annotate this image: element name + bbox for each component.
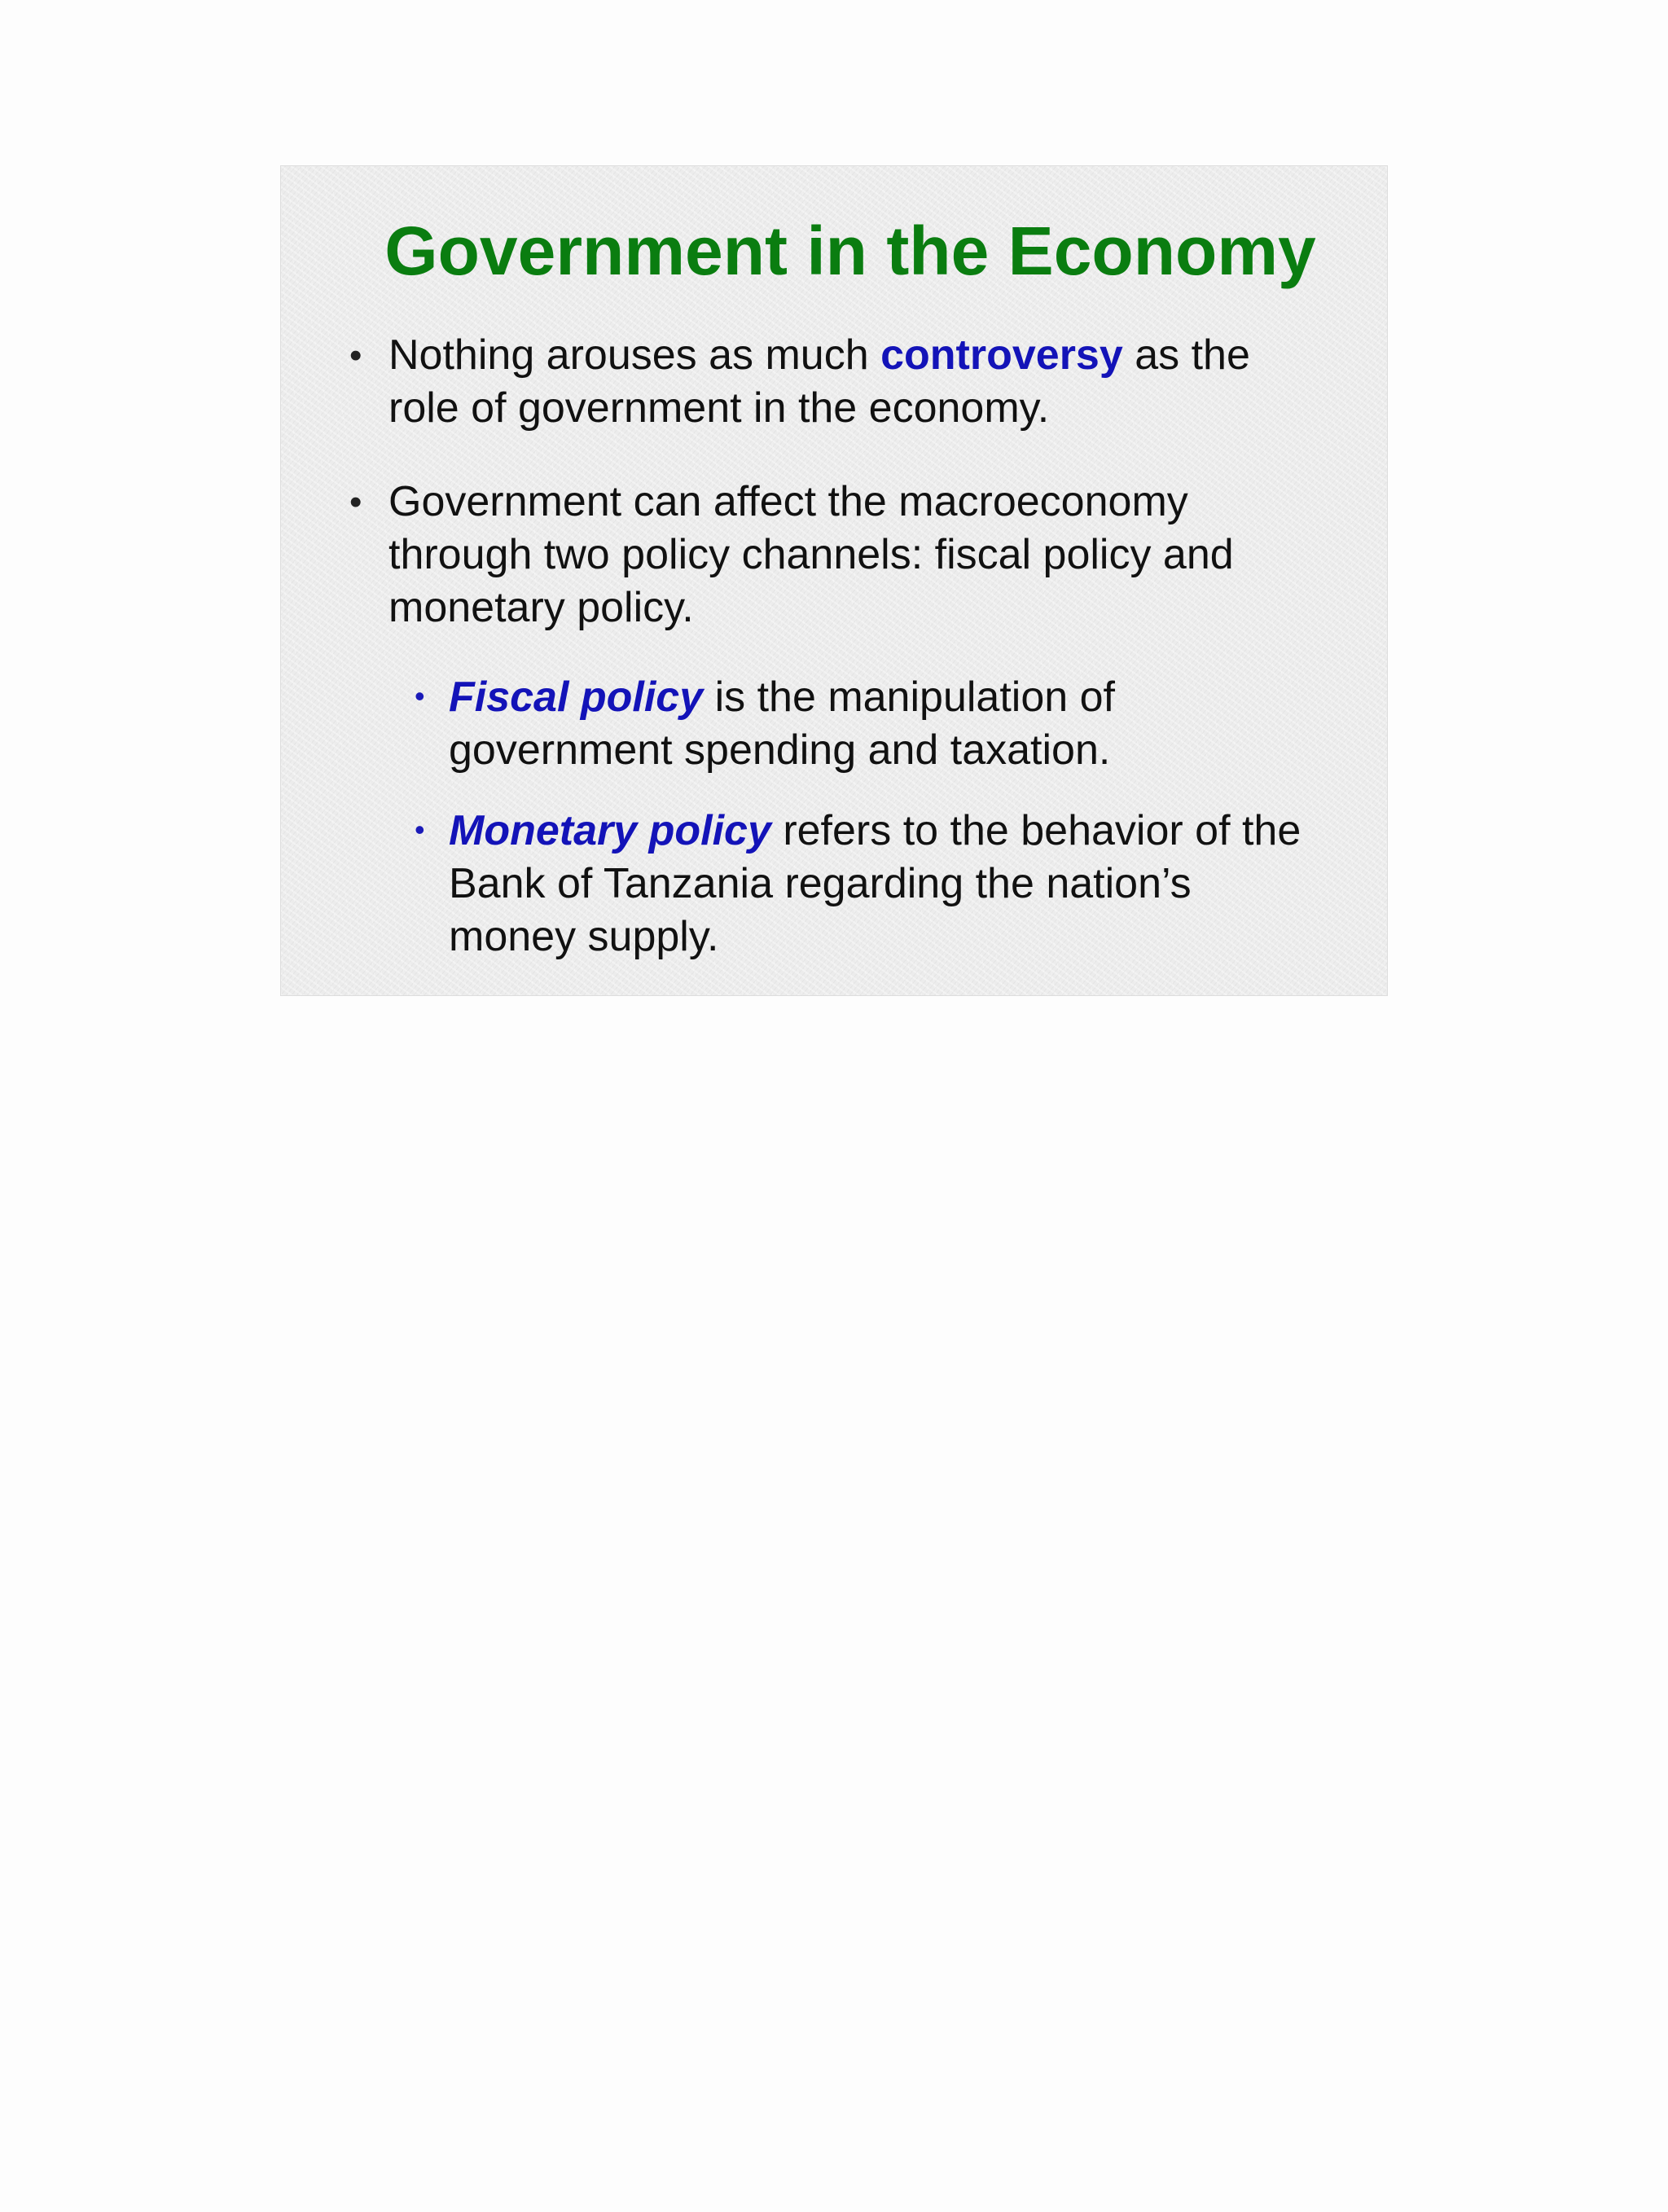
sub-bullet-fiscal-policy — [415, 671, 1312, 777]
sub-bullet-marker: • — [415, 813, 425, 846]
sub-bullet-monetary-policy — [415, 805, 1312, 963]
slide — [280, 165, 1388, 996]
bullet-marker: • — [349, 482, 362, 522]
slide-title: Government in the Economy — [384, 213, 1316, 289]
bullet-text — [388, 329, 1284, 435]
sub-bullet-text — [449, 671, 1312, 777]
bullet-policy-channels — [349, 476, 1284, 634]
bullet-text: Government can affect the macroeconomy through two policy channels: fiscal policy and monetary policy. — [388, 478, 1234, 631]
sub-bullet-text-after: is the manipulation of government spending and taxation. — [449, 674, 1115, 774]
sub-bullet-marker: • — [415, 679, 425, 713]
highlight-fiscal-policy: Fiscal policy — [449, 674, 704, 721]
bullet-marker: • — [349, 336, 362, 375]
sub-bullet-text — [449, 805, 1312, 963]
bullet-text-before: Nothing arouses as much — [388, 331, 881, 379]
sub-bullet-text-after: refers to the behavior of the Bank of Tanzania regarding the nation’s money supply. — [449, 807, 1301, 960]
bullet-controversy — [349, 329, 1284, 435]
highlight-monetary-policy: Monetary policy — [449, 807, 771, 854]
highlight-controversy: controversy — [880, 331, 1123, 379]
bullet-text-after: as the role of government in the economy. — [388, 331, 1250, 432]
